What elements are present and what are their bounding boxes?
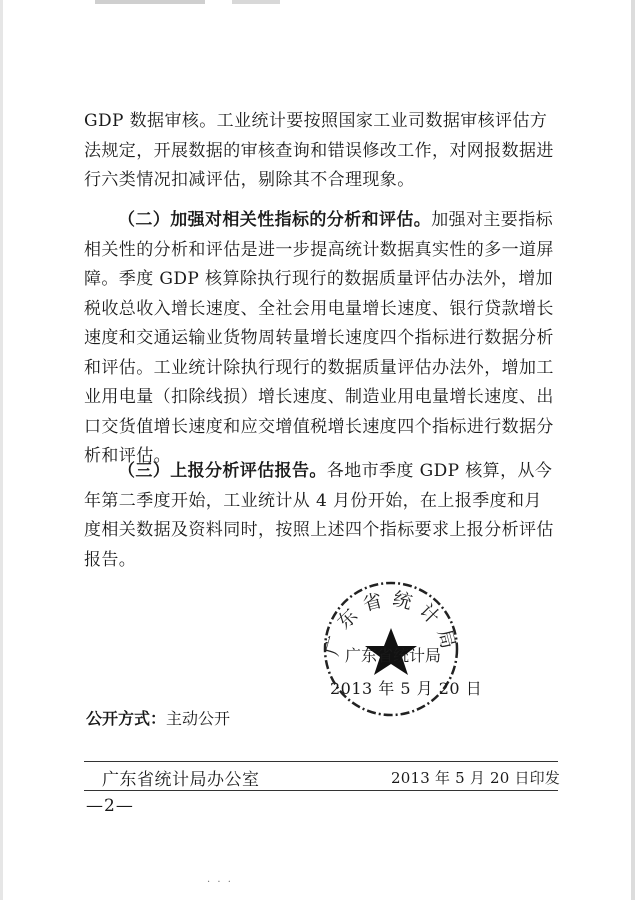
scan-left-edge [0,0,3,900]
footer-rule-top [84,761,558,762]
signature-issuer: 广东省统计局 [345,646,442,665]
disclosure-value: 主动公开 [166,709,231,728]
scan-top-mark [232,0,280,4]
paragraph-2 [84,206,554,472]
paragraph-3 [84,457,554,575]
scan-speck: · · · [207,877,233,888]
scan-top-mark [95,0,205,4]
disclosure-line [86,706,230,729]
paragraph-2-heading: （二）加强对相关性指标的分析和评估。 [118,210,432,230]
footer-office: 广东省统计局办公室 [102,770,260,790]
footer-rule-bottom [84,790,558,791]
paragraph-3-text: 各地市季度 GDP 核算，从今年第二季度开始，工业统计从 4 月份开始，在上报季度和月度相关数据及资料同时，按照上述四个指标要求上报分析评估报告。 [84,461,554,570]
scan-right-edge [631,0,635,900]
page-number: —2— [86,796,134,816]
paragraph-2-text: 加强对主要指标相关性的分析和评估是进一步提高统计数据真实性的多一道屏障。季度 GDP 核算除执行现行的数据质量评估办法外，增加税收总收入增长速度、全社会用电量增长速度、银行贷款增长速度和交通运输业货物周转量增长速度四个指标进行数据分析和评估。工业统计除执行现行的数据质量评估办法外，增加工业用电量（扣除线损）增长速度、制造业用电量增长速度、出口交货值增长速度和应交增值税增长速度四个指标进行数据分析和评估。 [84,210,554,466]
paragraph-3-heading: （三）上报分析评估报告。 [118,461,327,481]
seal-text: 广东省统计局 [320,587,462,659]
footer-issued-date: 2013 年 5 月 20 日印发 [391,769,561,787]
paragraph-1: GDP 数据审核。工业统计要按照国家工业司数据审核评估方法规定，开展数据的审核查询和错误修改工作，对网报数据进行六类情况扣减评估，剔除其不合理现象。 [84,111,554,190]
disclosure-label: 公开方式： [86,709,167,728]
signature-date: 2013 年 5 月 20 日 [330,679,483,698]
